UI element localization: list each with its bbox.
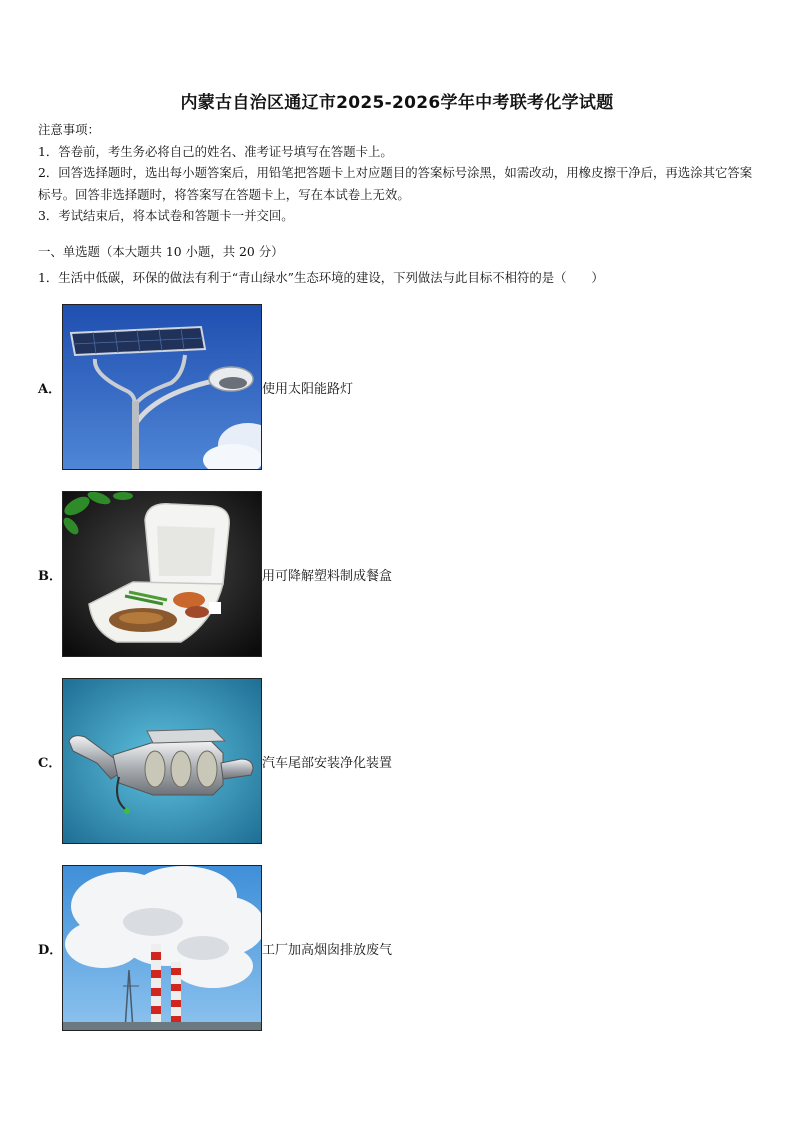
notes-heading: 注意事项： (38, 122, 100, 137)
option-a-text: 使用太阳能路灯 (262, 382, 354, 397)
note-item-1: 1．答卷前，考生务必将自己的姓名、准考证号填写在答题卡上。 (38, 143, 393, 159)
option-c-text: 汽车尾部安装净化装置 (262, 756, 393, 771)
note-item-2: 2．回答选择题时，选出每小题答案后，用铅笔把答题卡上对应题目的答案标号涂黑，如需改动，用橡皮擦干净后，再选涂其它答案标号。回答非选择题时，将答案写在答题卡上，写在本试卷上无效。 (38, 165, 753, 202)
option-b (38, 491, 638, 659)
note-item-3: 3．考试结束后，将本试卷和答题卡一并交回。 (38, 208, 294, 223)
notes-block (38, 119, 760, 227)
option-b-letter: B． (38, 569, 62, 584)
foam-food-box-image (62, 491, 262, 657)
option-d-letter: D． (38, 943, 63, 958)
option-d-text: 工厂加高烟囱排放废气 (262, 943, 393, 958)
section-heading: 一、单选题（本大题共 10 小题，共 20 分） (38, 244, 284, 259)
option-c (38, 678, 638, 846)
option-a (38, 304, 638, 472)
page-title: 内蒙古自治区通辽市2025-2026学年中考联考化学试题 (180, 93, 614, 113)
solar-street-lamp-image (62, 304, 262, 470)
catalytic-converter-image (62, 678, 262, 844)
factory-chimneys-image (62, 865, 262, 1031)
option-a-letter: A． (38, 382, 62, 397)
option-d (38, 865, 638, 1033)
question-1-stem: 1．生活中低碳，环保的做法有利于“青山绿水”生态环境的建设，下列做法与此目标不相符的是（ ） (38, 270, 604, 285)
option-b-text: 用可降解塑料制成餐盒 (262, 569, 393, 584)
option-c-letter: C． (38, 756, 62, 771)
